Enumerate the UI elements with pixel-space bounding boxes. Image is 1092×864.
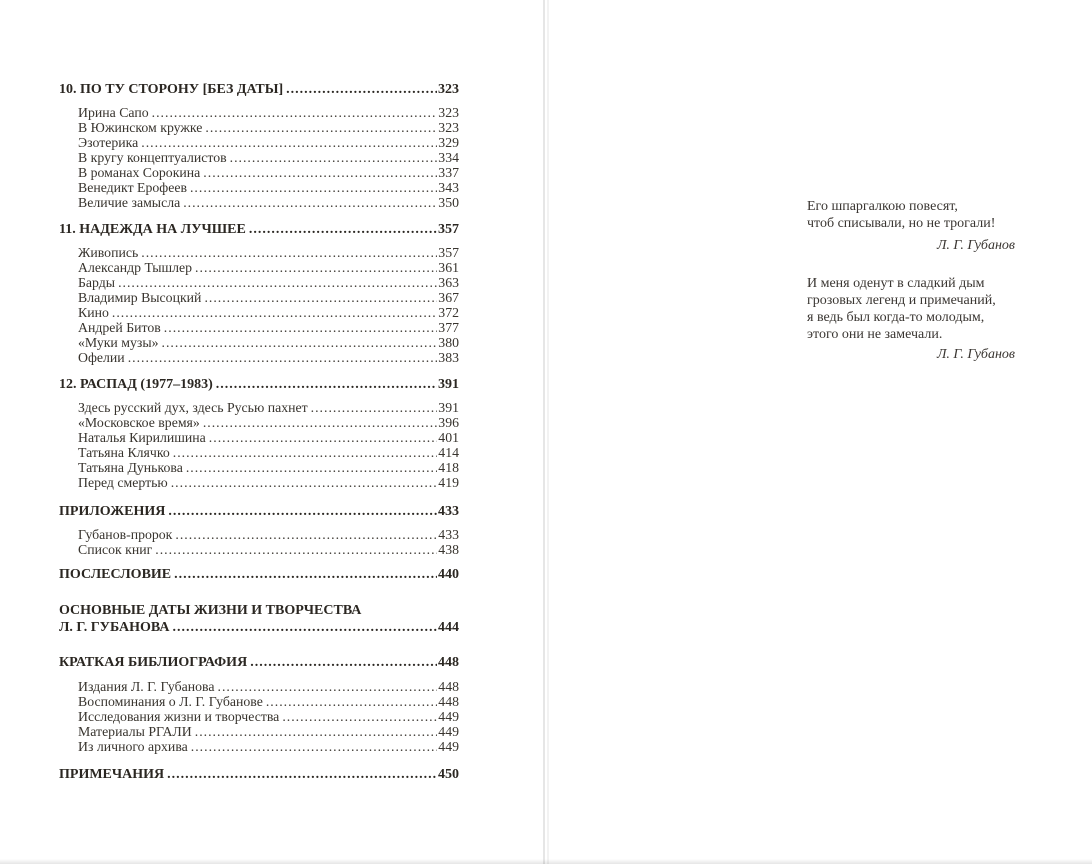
toc-item-list — [78, 527, 459, 557]
toc-item-row — [78, 195, 459, 210]
toc-heading-label: ПРИЛОЖЕНИЯ — [59, 504, 166, 519]
page-number: 449 — [438, 723, 459, 739]
dot-leader — [167, 767, 437, 782]
toc-item-row — [78, 305, 459, 320]
toc-item-label: Издания Л. Г. Губанова — [78, 678, 215, 694]
page-number: 323 — [438, 82, 459, 97]
epigraph-attribution: Л. Г. Губанов — [936, 347, 1015, 362]
page-number: 419 — [438, 475, 459, 490]
page-number: 391 — [438, 400, 459, 415]
toc-item-row — [78, 694, 459, 709]
epigraph-attribution: Л. Г. Губанов — [936, 238, 1015, 253]
dot-leader — [230, 150, 438, 165]
dot-leader — [311, 400, 438, 415]
page-number: 372 — [438, 305, 459, 320]
toc-item-label: Живопись — [78, 245, 139, 260]
epigraph-line: Его шпаргалкою повесят, — [807, 199, 958, 214]
toc-item-row — [78, 445, 459, 460]
toc-heading-row — [59, 222, 459, 237]
dot-leader — [162, 335, 438, 350]
dot-leader — [216, 377, 437, 392]
toc-item-label: Барды — [78, 275, 116, 290]
toc-item-label: «Муки музы» — [78, 335, 159, 350]
dot-leader — [141, 135, 437, 150]
page-number: 444 — [438, 619, 459, 635]
dot-leader — [190, 180, 437, 195]
toc-item-label: Материалы РГАЛИ — [78, 723, 192, 739]
dot-leader — [266, 694, 437, 709]
toc-item-row — [78, 120, 459, 135]
toc-item-row — [78, 430, 459, 445]
page-number: 367 — [438, 290, 459, 305]
toc-item-label: В Южинском кружке — [78, 120, 203, 135]
toc-item-list — [78, 679, 459, 754]
epigraph-line: И меня оденут в сладкий дым — [807, 276, 985, 291]
page-number: 448 — [438, 693, 459, 709]
page-number: 357 — [438, 222, 459, 237]
toc-item-label: Ирина Сапо — [78, 105, 149, 120]
toc-heading-row — [59, 620, 459, 635]
dot-leader — [172, 620, 437, 635]
toc-item-row — [78, 275, 459, 290]
page-number: 401 — [438, 430, 459, 445]
dot-leader — [204, 290, 437, 305]
dot-leader — [286, 82, 437, 97]
dot-leader — [250, 655, 437, 670]
toc-item-label: Татьяна Дунькова — [78, 460, 183, 475]
toc-item-label: В романах Сорокина — [78, 165, 201, 180]
toc-heading-line1: ОСНОВНЫЕ ДАТЫ ЖИЗНИ И ТВОРЧЕСТВА — [59, 603, 362, 618]
scan-bottom-edge — [0, 859, 1092, 864]
page-number: 433 — [438, 527, 459, 542]
page-number: 383 — [438, 350, 459, 365]
dot-leader — [203, 415, 437, 430]
toc-item-row — [78, 400, 459, 415]
toc-item-label: Наталья Кирилишина — [78, 430, 206, 445]
toc-item-row — [78, 679, 459, 694]
page-number: 357 — [438, 245, 459, 260]
page-number: 361 — [438, 260, 459, 275]
toc-item-label: Владимир Высоцкий — [78, 290, 202, 305]
page-number: 329 — [438, 135, 459, 150]
page-number: 323 — [438, 120, 459, 135]
dot-leader — [118, 275, 437, 290]
toc-item-row — [78, 350, 459, 365]
toc-heading-label: ПОСЛЕСЛОВИЕ — [59, 567, 172, 582]
toc-item-row — [78, 415, 459, 430]
toc-item-row — [78, 475, 459, 490]
toc-item-label: Кино — [78, 305, 109, 320]
dot-leader — [173, 445, 438, 460]
page-number: 418 — [438, 460, 459, 475]
dot-leader — [191, 739, 438, 754]
left-page — [0, 0, 542, 864]
toc-item-list — [78, 105, 459, 210]
toc-heading-label: 11. НАДЕЖДА НА ЛУЧШЕЕ — [59, 222, 246, 237]
toc-item-row — [78, 150, 459, 165]
toc-item-row — [78, 165, 459, 180]
toc-item-row — [78, 709, 459, 724]
dot-leader — [128, 350, 438, 365]
toc-item-label: Губанов-пророк — [78, 527, 173, 542]
toc-item-row — [78, 245, 459, 260]
toc-item-row — [78, 724, 459, 739]
page-number: 343 — [438, 180, 459, 195]
epigraph — [807, 198, 1015, 254]
toc-item-list — [78, 400, 459, 490]
toc-item-row — [78, 739, 459, 754]
dot-leader — [168, 504, 437, 519]
page-number: 438 — [438, 542, 459, 557]
dot-leader — [205, 120, 437, 135]
toc-heading-label: КРАТКАЯ БИБЛИОГРАФИЯ — [59, 654, 248, 670]
page-number: 449 — [438, 708, 459, 724]
gutter-line — [543, 0, 545, 864]
dot-leader — [209, 430, 438, 445]
dot-leader — [183, 195, 437, 210]
dot-leader — [174, 567, 437, 582]
epigraph — [807, 275, 1015, 363]
table-of-contents — [59, 82, 459, 782]
dot-leader — [141, 245, 437, 260]
dot-leader — [155, 542, 437, 557]
toc-item-row — [78, 135, 459, 150]
dot-leader — [195, 260, 437, 275]
page-number: 396 — [438, 415, 459, 430]
epigraph-line: я ведь был когда-то молодым, — [807, 310, 985, 325]
toc-item-row — [78, 527, 459, 542]
epigraph-line: этого они не замечали. — [807, 327, 943, 342]
toc-item-row — [78, 260, 459, 275]
toc-item-row — [78, 335, 459, 350]
toc-item-label: Александр Тышлер — [78, 260, 193, 275]
dot-leader — [175, 527, 437, 542]
page-number: 448 — [438, 678, 459, 694]
toc-item-label: Исследования жизни и творчества — [78, 708, 280, 724]
toc-item-label: Список книг — [78, 542, 153, 557]
toc-item-label: «Московское время» — [78, 415, 200, 430]
toc-heading-row — [59, 767, 459, 782]
toc-heading-line2: Л. Г. ГУБАНОВА — [59, 619, 170, 635]
toc-item-label: Андрей Битов — [78, 320, 161, 335]
dot-leader — [249, 222, 437, 237]
page-number: 414 — [438, 445, 459, 460]
toc-heading-row — [59, 655, 459, 670]
toc-item-label: Из личного архива — [78, 738, 188, 754]
page-number: 377 — [438, 320, 459, 335]
toc-item-label: Офелии — [78, 350, 125, 365]
page-number: 334 — [438, 150, 459, 165]
dot-leader — [203, 165, 437, 180]
dot-leader — [282, 709, 437, 724]
toc-item-row — [78, 460, 459, 475]
page-number: 337 — [438, 165, 459, 180]
page-number: 363 — [438, 275, 459, 290]
dot-leader — [164, 320, 438, 335]
toc-item-label: В кругу концептуалистов — [78, 150, 227, 165]
toc-heading-row — [59, 567, 459, 582]
epigraphs-block — [807, 198, 1015, 363]
toc-item-row — [78, 542, 459, 557]
toc-item-label: Татьяна Клячко — [78, 445, 170, 460]
epigraph-line: грозовых легенд и примечаний, — [807, 293, 996, 308]
page-number: 350 — [438, 195, 459, 210]
toc-item-row — [78, 290, 459, 305]
page-number: 433 — [438, 504, 459, 519]
page-number: 380 — [438, 335, 459, 350]
page-number: 391 — [438, 377, 459, 392]
toc-item-row — [78, 105, 459, 120]
toc-item-label: Здесь русский дух, здесь Русью пахнет — [78, 400, 308, 415]
page-number: 323 — [438, 105, 459, 120]
dot-leader — [171, 475, 438, 490]
toc-item-list — [78, 245, 459, 365]
dot-leader — [218, 679, 438, 694]
dot-leader — [195, 724, 438, 739]
toc-heading-block — [59, 603, 459, 635]
toc-item-label: Эзотерика — [78, 135, 139, 150]
toc-heading-label: ПРИМЕЧАНИЯ — [59, 766, 165, 782]
toc-item-row — [78, 320, 459, 335]
toc-heading-row — [59, 82, 459, 97]
toc-heading-row — [59, 504, 459, 519]
toc-item-label: Перед смертью — [78, 475, 168, 490]
page-number: 440 — [438, 567, 459, 582]
page-number: 449 — [438, 738, 459, 754]
toc-item-label: Венедикт Ерофеев — [78, 180, 187, 195]
dot-leader — [152, 105, 438, 120]
page-number: 448 — [438, 654, 459, 670]
toc-heading-row — [59, 377, 459, 392]
right-page — [549, 0, 1092, 864]
toc-item-label: Воспоминания о Л. Г. Губанове — [78, 693, 263, 709]
dot-leader — [112, 305, 437, 320]
dot-leader — [186, 460, 437, 475]
toc-heading-label: 10. ПО ТУ СТОРОНУ [БЕЗ ДАТЫ] — [59, 82, 284, 97]
page-number: 450 — [438, 766, 459, 782]
toc-item-row — [78, 180, 459, 195]
epigraph-line: чтоб списывали, но не трогали! — [807, 216, 996, 231]
toc-heading-label: 12. РАСПАД (1977–1983) — [59, 377, 213, 392]
toc-item-label: Величие замысла — [78, 195, 181, 210]
